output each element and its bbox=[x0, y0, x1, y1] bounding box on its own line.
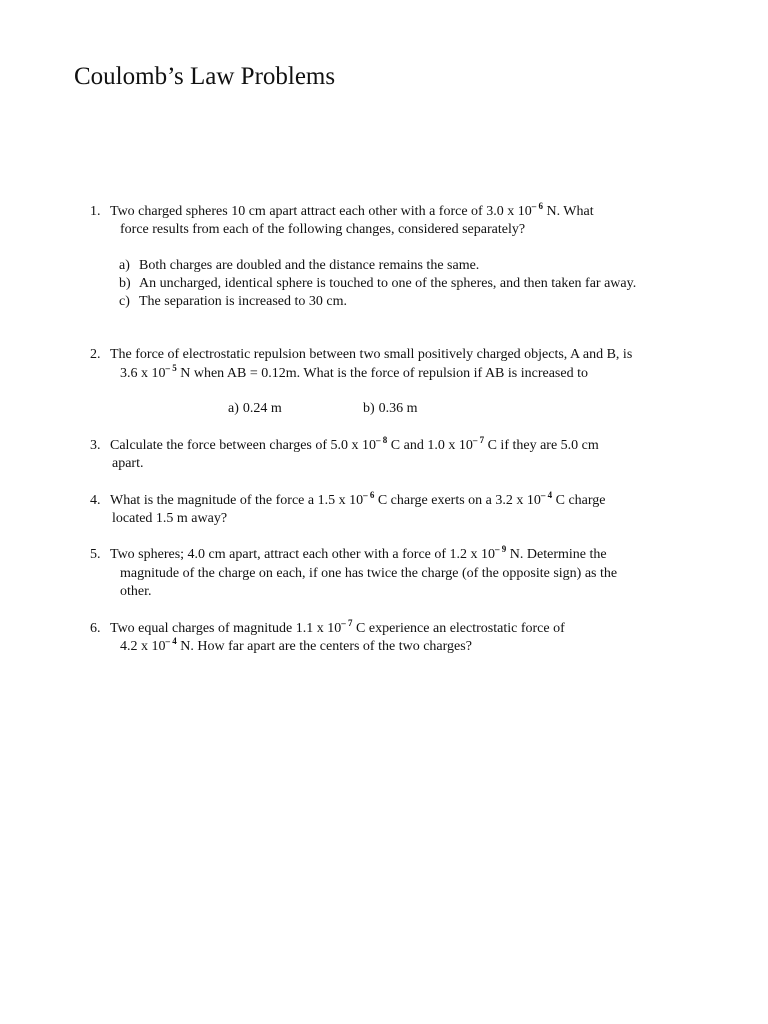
exponent: – 7 bbox=[341, 618, 353, 628]
subpart-label: c) bbox=[119, 294, 130, 309]
problem-text: Two charged spheres 10 cm apart attract each other with a force of 3.0 x 10 bbox=[110, 204, 532, 219]
problem-text: C and 1.0 x 10 bbox=[387, 438, 473, 453]
problem-number: 4. bbox=[90, 493, 101, 508]
problem-text: 4.2 x 10 bbox=[120, 639, 166, 654]
problem-text: C charge exerts on a 3.2 x 10 bbox=[374, 493, 541, 508]
problem-text: C if they are 5.0 cm bbox=[484, 438, 599, 453]
problem-text: Two spheres; 4.0 cm apart, attract each other with a force of 1.2 x 10 bbox=[110, 547, 496, 562]
problem-number: 3. bbox=[90, 438, 101, 453]
option-label: b) bbox=[363, 401, 375, 416]
problem-6-line-1 bbox=[90, 620, 565, 638]
problem-1-subpart-c bbox=[119, 293, 347, 311]
option-text: 0.36 m bbox=[378, 401, 418, 416]
problem-text: N. How far apart are the centers of the two charges? bbox=[176, 639, 472, 654]
problem-text: C experience an electrostatic force of bbox=[352, 621, 565, 636]
problem-1-line-2: force results from each of the following changes, considered separately? bbox=[120, 222, 526, 237]
problem-text: 3.6 x 10 bbox=[120, 366, 166, 381]
problem-2-line-2 bbox=[120, 365, 588, 383]
exponent: – 9 bbox=[495, 544, 507, 554]
problem-5-line-2: magnitude of the charge on each, if one has twice the charge (of the opposite sign) as the bbox=[120, 566, 618, 581]
problem-text: What is the magnitude of the force a 1.5 x 10 bbox=[110, 493, 364, 508]
problem-2-line-1 bbox=[90, 346, 632, 364]
problem-text: The force of electrostatic repulsion between two small positively charged objects, A and B, is bbox=[110, 347, 633, 362]
problem-3-line-2: apart. bbox=[112, 456, 144, 471]
problem-number: 5. bbox=[90, 547, 101, 562]
problem-1-line-1 bbox=[90, 203, 594, 221]
problem-5-line-3: other. bbox=[120, 584, 152, 599]
problem-text: Calculate the force between charges of 5.0 x 10 bbox=[110, 438, 377, 453]
problem-2-option-b bbox=[363, 400, 418, 418]
problem-text: Two equal charges of magnitude 1.1 x 10 bbox=[110, 621, 342, 636]
problem-4-line-1 bbox=[90, 492, 606, 510]
option-text: 0.24 m bbox=[242, 401, 282, 416]
subpart-text: An uncharged, identical sphere is touched to one of the spheres, and then taken far away. bbox=[139, 276, 637, 291]
exponent: – 6 bbox=[531, 201, 543, 211]
problem-3-line-1 bbox=[90, 437, 599, 455]
page-title: Coulomb’s Law Problems bbox=[74, 63, 336, 90]
problem-text: C charge bbox=[552, 493, 606, 508]
subpart-label: b) bbox=[119, 276, 131, 291]
exponent: – 6 bbox=[363, 490, 375, 500]
problem-number: 1. bbox=[90, 204, 101, 219]
exponent: – 8 bbox=[376, 435, 388, 445]
problem-number: 6. bbox=[90, 621, 101, 636]
problem-1-subpart-a bbox=[119, 257, 479, 275]
subpart-text: The separation is increased to 30 cm. bbox=[139, 294, 347, 309]
problem-number: 2. bbox=[90, 347, 101, 362]
exponent: – 5 bbox=[165, 363, 177, 373]
problem-4-line-2: located 1.5 m away? bbox=[112, 511, 228, 526]
problem-2-option-a bbox=[228, 400, 282, 418]
subpart-text: Both charges are doubled and the distance remains the same. bbox=[139, 258, 480, 273]
problem-text: N when AB = 0.12m. What is the force of repulsion if AB is increased to bbox=[176, 366, 588, 381]
subpart-label: a) bbox=[119, 258, 130, 273]
exponent: – 4 bbox=[540, 490, 553, 500]
exponent: – 4 bbox=[165, 636, 177, 646]
problem-6-line-2 bbox=[120, 638, 472, 656]
exponent: – 7 bbox=[472, 435, 485, 445]
problem-5-line-1 bbox=[90, 546, 607, 564]
problem-text: N. Determine the bbox=[506, 547, 607, 562]
problem-text: N. What bbox=[542, 204, 594, 219]
problem-1-subpart-b bbox=[119, 275, 636, 293]
option-label: a) bbox=[228, 401, 239, 416]
